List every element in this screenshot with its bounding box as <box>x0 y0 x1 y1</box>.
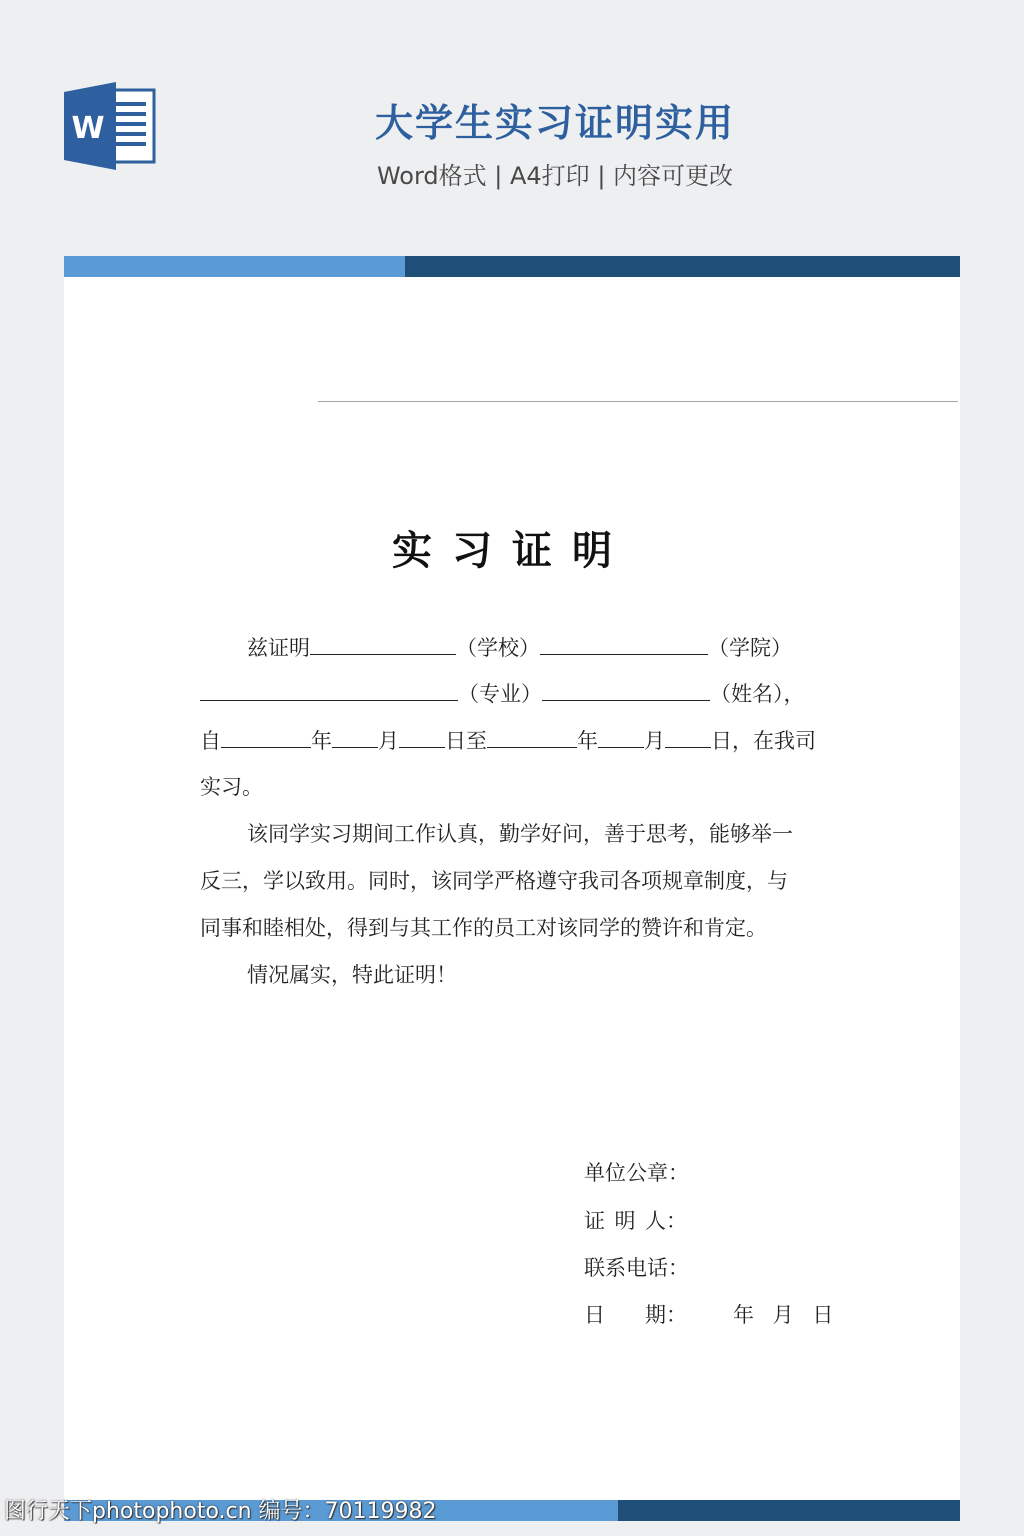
body-line-2 <box>200 678 805 709</box>
document-title: 实习证明 <box>392 528 632 574</box>
month-text-2: 月 <box>644 729 665 753</box>
year-text: 年 <box>311 729 332 753</box>
end-month-blank[interactable] <box>598 725 644 748</box>
school-blank[interactable] <box>310 632 456 655</box>
header <box>0 0 1024 256</box>
college-blank[interactable] <box>540 632 708 655</box>
header-subtitle: Word格式 | A4打印 | 内容可更改 <box>376 162 734 190</box>
end-day-blank[interactable] <box>665 725 711 748</box>
name-blank[interactable] <box>542 678 710 701</box>
para2-line-1: 该同学实习期间工作认真，勤学好问，善于思考，能够举一 <box>247 822 793 846</box>
bottom-band-dark <box>618 1500 960 1521</box>
seal-label: 单位公章 <box>584 1161 668 1185</box>
document-page <box>64 277 960 1500</box>
body-line-3 <box>200 725 816 756</box>
day-end-text: 日，在我司 <box>711 729 816 753</box>
word-document-icon <box>64 82 156 170</box>
date-label: 日期 <box>584 1303 666 1327</box>
header-rule <box>318 401 958 402</box>
month-text: 月 <box>378 729 399 753</box>
certifier-row <box>584 1206 687 1236</box>
phone-row <box>584 1253 689 1283</box>
date-ymd: 年 月 日 <box>733 1303 840 1327</box>
year-text-2: 年 <box>577 729 598 753</box>
day-to-text: 日至 <box>445 729 487 753</box>
colon: ： <box>668 1256 689 1280</box>
colon: ： <box>666 1209 687 1233</box>
phone-label: 联系电话 <box>584 1256 668 1280</box>
para2-line-2: 反三，学以致用。同时，该同学严格遵守我司各项规章制度，与 <box>200 869 788 893</box>
top-band-dark <box>405 256 960 277</box>
body-line-1 <box>247 632 792 663</box>
start-year-blank[interactable] <box>221 725 311 748</box>
colon: ： <box>666 1303 687 1327</box>
para2-line-3: 同事和睦相处，得到与其工作的员工对该同学的赞许和肯定。 <box>200 916 767 940</box>
start-month-blank[interactable] <box>332 725 378 748</box>
svg-text:W: W <box>71 111 105 146</box>
seal-row <box>584 1158 689 1188</box>
date-row <box>584 1300 839 1330</box>
watermark: 图行天下photophoto.cn 编号：70119982 <box>4 1499 437 1524</box>
name-label: （姓名）， <box>710 682 805 706</box>
start-day-blank[interactable] <box>399 725 445 748</box>
certifier-label: 证明人 <box>584 1209 666 1233</box>
body-line-4: 实习。 <box>200 775 263 799</box>
college-label: （学院） <box>708 636 792 660</box>
end-year-blank[interactable] <box>487 725 577 748</box>
school-label: （学校） <box>456 636 540 660</box>
header-title: 大学生实习证明实用 <box>374 101 735 145</box>
top-band-light <box>64 256 405 277</box>
from-text: 自 <box>200 729 221 753</box>
intro-text: 兹证明 <box>247 636 310 660</box>
para3-line: 情况属实，特此证明！ <box>247 963 457 987</box>
colon: ： <box>668 1161 689 1185</box>
major-blank[interactable] <box>200 678 458 701</box>
major-label: （专业） <box>458 682 542 706</box>
